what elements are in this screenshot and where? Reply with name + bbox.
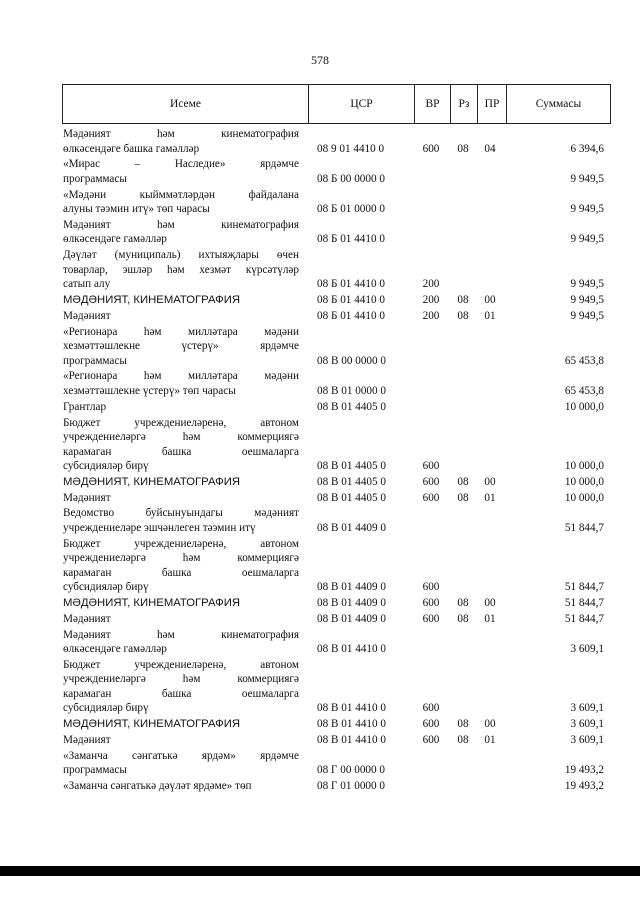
row-name: [63, 733, 299, 748]
table-row: [0, 779, 640, 794]
row-vr: 600: [422, 475, 440, 488]
table-row: [0, 475, 640, 490]
row-pr: 00: [484, 294, 496, 306]
row-sum: 51 844,7: [564, 597, 604, 609]
table-row: [0, 749, 640, 778]
row-rz: 08: [457, 597, 469, 609]
table-row: [0, 400, 640, 415]
table-row: [0, 537, 640, 595]
row-vr: 600: [422, 491, 440, 504]
row-csr: 08 9 01 4410 0: [317, 142, 385, 155]
table-row: [0, 733, 640, 748]
row-csr: 08 Б 01 4410 0: [317, 294, 385, 306]
row-name: [63, 491, 299, 506]
row-name-line: Мәдәният һәм кинематография: [63, 628, 299, 641]
row-vr: 600: [422, 581, 440, 594]
row-name-line: субсидияләр бирү: [63, 702, 149, 715]
row-pr: 04: [484, 142, 496, 155]
row-csr: 08 Б 01 4410 0: [317, 309, 385, 322]
table-row: [0, 127, 640, 156]
row-csr: 08 Г 00 0000 0: [317, 764, 385, 777]
header-name: Исеме: [169, 98, 202, 110]
row-name: [63, 779, 299, 794]
row-sum: 51 844,7: [564, 581, 604, 594]
row-pr: 00: [484, 718, 496, 731]
table-row: [0, 416, 640, 474]
row-name-line: МӘДӘНИЯТ, КИНЕМАТОГРАФИЯ: [63, 475, 240, 488]
row-name-line: МӘДӘНИЯТ, КИНЕМАТОГРАФИЯ: [63, 294, 240, 306]
row-csr: 08 В 01 4405 0: [317, 400, 386, 413]
row-name-line: учреждениеләргә һәм коммерциягә: [63, 552, 299, 565]
page-number: 578: [311, 53, 329, 67]
row-vr: 200: [422, 278, 440, 291]
row-name-line: Грантлар: [63, 400, 107, 413]
row-sum: 3 609,1: [570, 643, 604, 656]
row-pr: 01: [484, 612, 496, 625]
row-name: [63, 475, 299, 490]
row-name-line: Бюджет учреждениеләренә, автоном: [63, 537, 299, 550]
row-name-line: субсидияләр бирү: [63, 460, 149, 472]
row-name-line: сатып алу: [63, 278, 111, 291]
row-rz: 08: [457, 491, 469, 504]
table-row: [0, 717, 640, 732]
row-pr: 00: [484, 597, 496, 609]
row-vr: 600: [422, 597, 440, 609]
row-rz: 08: [457, 294, 469, 306]
row-name: [63, 248, 299, 292]
row-name-line: учреждениеләргә һәм коммерциягә: [63, 431, 299, 443]
row-rz: 08: [457, 142, 469, 155]
row-name: [63, 157, 299, 186]
row-name-line: карамаган башка оешмаларга: [63, 566, 299, 579]
row-name-line: карамаган башка оешмаларга: [63, 687, 299, 700]
table-row: [0, 293, 640, 308]
row-vr: 200: [422, 309, 440, 322]
row-name: [63, 309, 299, 324]
table-row: [0, 596, 640, 611]
row-name-line: Ведомство буйсынуындагы мәдәният: [63, 507, 299, 520]
row-name-line: Мәдәният: [63, 612, 111, 625]
row-name-line: товарлар, эшләр һәм хезмәт күрсәтүләр: [63, 263, 299, 276]
row-name-line: Мәдәният һәм кинематография: [63, 128, 299, 140]
row-csr: 08 В 01 4410 0: [317, 702, 386, 715]
row-name-line: учреждениеләргә һәм коммерциягә: [63, 673, 299, 686]
row-csr: 08 Б 01 4410 0: [317, 233, 385, 246]
header-pr: ПР: [477, 85, 506, 123]
row-sum: 10 000,0: [564, 475, 604, 488]
row-rz: 08: [457, 612, 469, 625]
row-pr: 01: [484, 309, 496, 322]
table-row: [0, 491, 640, 506]
row-name: [63, 749, 299, 778]
row-name: [63, 596, 299, 611]
row-name: [63, 506, 299, 535]
row-name-line: Дәүләт (муниципаль) ихтыяҗлары өчен: [63, 249, 299, 262]
row-sum: 10 000,0: [564, 491, 604, 504]
row-name-line: өлкәсендәге гамәлләр: [63, 643, 167, 656]
row-pr: 01: [484, 734, 496, 746]
row-sum: 51 844,7: [564, 612, 604, 625]
row-vr: 600: [422, 612, 440, 625]
row-sum: 9 949,5: [570, 203, 604, 216]
table-row: [0, 369, 640, 398]
row-pr: 00: [484, 475, 496, 488]
row-name-line: Бюджет учреждениеләренә, автоном: [63, 416, 299, 429]
row-rz: 08: [457, 718, 469, 731]
row-csr: 08 В 01 4410 0: [317, 643, 386, 656]
row-name-line: МӘДӘНИЯТ, КИНЕМАТОГРАФИЯ: [63, 718, 240, 731]
row-pr: 01: [484, 491, 496, 504]
header-csr: ЦСР: [308, 85, 414, 123]
row-csr: 08 Б 01 4410 0: [317, 278, 385, 291]
row-name: [63, 325, 299, 369]
row-rz: 08: [457, 475, 469, 488]
row-name-line: программасы: [63, 172, 127, 185]
row-sum: 3 609,1: [570, 734, 604, 746]
row-sum: 19 493,2: [564, 780, 604, 793]
row-rz: 08: [457, 309, 469, 322]
table-row: [0, 612, 640, 627]
table-row: [0, 325, 640, 369]
row-sum: 10 000,0: [564, 460, 604, 472]
row-sum: 9 949,5: [570, 233, 604, 246]
row-sum: 19 493,2: [564, 764, 604, 777]
row-name: [63, 188, 299, 217]
row-sum: 6 394,6: [570, 142, 604, 155]
table-row: [0, 309, 640, 324]
row-sum: 65 453,8: [564, 384, 604, 397]
table-row: [0, 248, 640, 292]
row-name: [63, 127, 299, 156]
row-vr: 600: [422, 718, 440, 731]
row-name-line: Мәдәният: [63, 309, 111, 322]
row-csr: 08 В 01 4409 0: [317, 612, 386, 625]
header-vr: ВР: [414, 85, 450, 123]
row-sum: 9 949,5: [570, 278, 604, 291]
row-name: [63, 658, 299, 716]
row-csr: 08 В 01 4405 0: [317, 491, 386, 504]
row-csr: 08 Г 01 0000 0: [317, 780, 385, 793]
row-csr: 08 В 01 0000 0: [317, 384, 386, 397]
table-row: [0, 658, 640, 716]
row-name-line: «Мәдәни кыйммәтләрдән файдалана: [63, 188, 299, 201]
row-name: [63, 369, 299, 398]
table-row: [0, 188, 640, 217]
row-csr: 08 Б 00 0000 0: [317, 172, 385, 185]
row-vr: 600: [422, 702, 440, 715]
header-rz: Рз: [450, 85, 477, 123]
row-vr: 200: [422, 294, 440, 306]
row-name-line: учреждениеләре эшчәнлеген тәэмин итү: [63, 521, 256, 534]
row-sum: 3 609,1: [570, 718, 604, 731]
table-row: [0, 628, 640, 657]
row-csr: 08 В 01 4409 0: [317, 521, 386, 534]
row-name-line: алуны тәэмин итү» төп чарасы: [63, 203, 210, 216]
row-sum: 65 453,8: [564, 354, 604, 367]
row-name-line: «Заманча сәнгатькә дәүләт ярдәме» төп: [63, 780, 252, 793]
row-name-line: Мәдәният: [63, 734, 111, 746]
row-vr: 600: [422, 460, 440, 472]
table-row: [0, 157, 640, 186]
row-vr: 600: [422, 734, 440, 746]
row-csr: 08 В 00 0000 0: [317, 354, 386, 367]
row-name: [63, 628, 299, 657]
row-name-line: «Заманча сәнгатькә ярдәм» ярдәмче: [63, 749, 299, 762]
row-csr: 08 Б 01 0000 0: [317, 203, 385, 216]
row-name-line: өлкәсендәге башка гамәлләр: [63, 142, 200, 155]
row-csr: 08 В 01 4410 0: [317, 718, 386, 731]
row-name: [63, 416, 299, 474]
row-csr: 08 В 01 4410 0: [317, 734, 386, 746]
row-sum: 9 949,5: [570, 309, 604, 322]
row-csr: 08 В 01 4409 0: [317, 597, 386, 609]
row-name-line: карамаган башка оешмаларга: [63, 445, 299, 458]
row-sum: 51 844,7: [564, 521, 604, 534]
row-name-line: өлкәсендәге гамәлләр: [63, 233, 167, 246]
row-name-line: «Регионара һәм милләтара мәдәни: [63, 325, 299, 338]
row-name: [63, 717, 299, 732]
table-row: [0, 218, 640, 247]
row-name-line: программасы: [63, 764, 127, 777]
row-name: [63, 293, 299, 308]
row-name: [63, 537, 299, 595]
row-name: [63, 400, 299, 415]
row-name-line: «Мирас – Наследие» ярдәмче: [63, 158, 299, 171]
row-name-line: МӘДӘНИЯТ, КИНЕМАТОГРАФИЯ: [63, 597, 240, 609]
table-row: [0, 506, 640, 535]
row-sum: 10 000,0: [564, 400, 604, 413]
row-name-line: Мәдәният һәм кинематография: [63, 218, 299, 231]
row-csr: 08 В 01 4405 0: [317, 475, 386, 488]
scan-bottom-edge: [0, 866, 640, 876]
row-name-line: хезмәттәшлекне үстерү» төп чарасы: [63, 384, 236, 397]
row-csr: 08 В 01 4405 0: [317, 460, 386, 472]
row-sum: 3 609,1: [570, 702, 604, 715]
row-name-line: программасы: [63, 354, 127, 367]
row-sum: 9 949,5: [570, 294, 604, 306]
row-name-line: субсидияләр бирү: [63, 581, 149, 594]
header-sum: Суммасы: [506, 85, 610, 123]
row-name-line: хезмәттәшлекне үстерү» ярдәмче: [63, 340, 299, 353]
row-sum: 9 949,5: [570, 172, 604, 185]
row-vr: 600: [422, 142, 440, 155]
row-rz: 08: [457, 734, 469, 746]
row-name: [63, 612, 299, 627]
row-csr: 08 В 01 4409 0: [317, 581, 386, 594]
row-name-line: «Регионара һәм милләтара мәдәни: [63, 370, 299, 383]
row-name: [63, 218, 299, 247]
row-name-line: Мәдәният: [63, 491, 111, 504]
row-name-line: Бюджет учреждениеләренә, автоном: [63, 658, 299, 671]
